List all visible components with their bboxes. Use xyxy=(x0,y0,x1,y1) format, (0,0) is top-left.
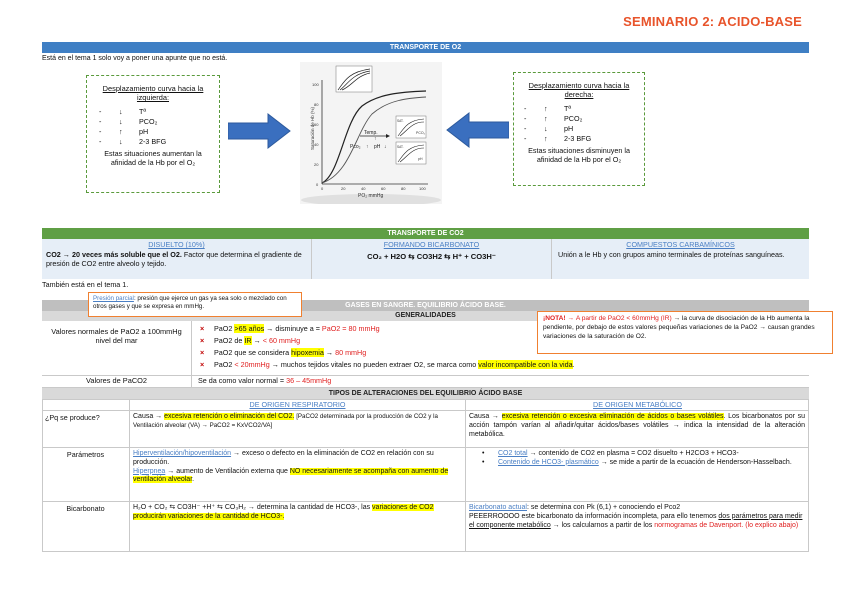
co2-col-bicarbonato xyxy=(312,239,552,279)
svg-text:SAT.: SAT. xyxy=(397,119,404,123)
nota-box: ¡NOTA! → A partir de PaO2 < 60mmHg (IR) → la curva de disociación de la Hb aumenta la pendiente, por debajo de estos valores pequeñas variaciones de la PaO2 → causan grandes variaciones de la saturación de O2. xyxy=(537,311,833,354)
row1-metabolico: Causa → excesiva retención o excesiva eliminación de ácidos o bases volátiles. Los bicarbonatos por su acción tampón varían al añadir/quitar ácidos/bases volátiles → indica la intensidad de la alteración metabólica. xyxy=(469,413,806,438)
left-shift-note: Estas situaciones aumentan la afinidad de la Hb por el O₂ xyxy=(104,148,202,167)
alteraciones-table xyxy=(42,399,809,552)
figure-temp-label: Temp. xyxy=(364,130,378,136)
svg-text:↓: ↓ xyxy=(384,144,387,150)
right-shift-item: - ↑ PCO₂ xyxy=(524,113,583,123)
figure-ph-label: pH xyxy=(374,144,381,150)
figure-xtick: 20 xyxy=(341,186,346,191)
respiratorio-heading: DE ORIGEN RESPIRATORIO xyxy=(249,400,346,409)
page-title: SEMINARIO 2: ACIDO-BASE xyxy=(623,14,802,29)
right-shift-note: Estas situaciones disminuyen la afinidad de la Hb por el O₂ xyxy=(528,145,630,164)
paco2-value: Se da como valor normal = 36 – 45mmHg xyxy=(198,376,332,385)
figure-xtick: 100 xyxy=(419,186,426,191)
row-label-parametros: Parámetros xyxy=(66,450,105,459)
co2-bicarbonato-heading: FORMANDO BICARBONATO xyxy=(383,240,480,249)
figure-xlabel: PO₂ mmHg xyxy=(358,193,384,199)
paco2-row xyxy=(42,375,809,388)
left-shift-item: - ↓ Tª xyxy=(99,106,147,116)
co2-bicarbonato-formula: CO₂ + H2O ⇆ CO3H2 ⇆ H⁺ + CO3H⁻ xyxy=(367,252,496,261)
figure-ytick: 100 xyxy=(312,82,319,87)
generalidades-band: GENERALIDADES xyxy=(42,311,809,321)
right-shift-box xyxy=(513,72,645,186)
right-shift-item: - ↑ Tª xyxy=(524,103,572,113)
pao2-item: × PaO2 de IR → < 60 mmHg xyxy=(200,336,301,345)
figure-xtick: 40 xyxy=(361,186,366,191)
hb-dissociation-figure xyxy=(300,62,442,204)
co2-carbaminicos-heading: COMPUESTOS CARBAMÍNICOS xyxy=(626,240,735,249)
row3-respiratorio: H₂O + CO₂ ⇆ CO3H⁻ +H⁺ ⇆ CO₃H₂ → determina la cantidad de HCO3-, las variaciones de CO2 producirán variaciones de la cantidad de HCO3-. xyxy=(133,504,434,520)
pao2-list xyxy=(200,324,575,372)
figure-xtick: 60 xyxy=(381,186,386,191)
section-band-gases: GASES EN SANGRE. EQUILIBRIO ÁCIDO BASE. xyxy=(42,300,809,311)
section-band-o2: TRANSPORTE DE O2 xyxy=(42,42,809,53)
row3-metabolico: Bicarbonato actual: se determina con Pk (6,1) + conociendo el Pco2 PEEERROOOO este bicarbonato da información incompleta, para ello tenemos dos parámetros para medir el componente metabólico → los calcularnos a partir de los normogramas de Davenport. (lo explico abajo) xyxy=(469,504,803,529)
figure-pco2-label: Pco₂ xyxy=(350,144,361,150)
metabolico-heading: DE ORIGEN METABÓLICO xyxy=(593,400,682,409)
svg-text:pH: pH xyxy=(418,157,423,161)
figure-xtick: 0 xyxy=(321,186,324,191)
pao2-label: Valores normales de PaO2 a 100mmHg nivel del mar xyxy=(42,321,192,375)
svg-text:PCO₂: PCO₂ xyxy=(416,131,425,135)
figure-ytick: 40 xyxy=(314,142,319,147)
row2-metabolico xyxy=(482,450,804,468)
figure-ytick: 80 xyxy=(314,102,319,107)
pao2-item: × PaO2 < 20mmHg → muchos tejidos vitales no pueden extraer O2, se marca como valor incompatible con la vida. xyxy=(200,360,575,369)
row1-respiratorio: Causa → excesiva retención o eliminación del CO2. [PaCO2 determinada por la producción de CO2 y la Ventilación alveolar (VA) → PaCO2 = KxVCO2/VA] xyxy=(133,413,438,429)
presion-parcial-note: Presión parcial: presión que ejerce un gas ya sea solo o mezclado con otros gases y que se expresa en mmHg. xyxy=(88,292,302,317)
row-label-pq: ¿Pq se produce? xyxy=(45,413,100,422)
left-shift-item: - ↓ 2-3 BFG xyxy=(99,136,167,146)
paco2-label: Valores de PaCO2 xyxy=(42,375,192,387)
row-label-bicarbonato: Bicarbonato xyxy=(66,504,105,513)
co2-disuelto-heading: DISUELTO (10%) xyxy=(148,240,205,249)
figure-xtick: 80 xyxy=(401,186,406,191)
pao2-item: × PaO2 que se considera hipoxemia → 80 mmHg xyxy=(200,348,367,357)
row2-respiratorio: Hiperventilación/hipoventilación → exceso o defecto en la eliminación de CO2 en relación con su producción. Hiperpnea → aumento de Ventilación externa que NO necesariamente se acompaña con aumento de ventilación alveolar. xyxy=(133,450,449,484)
figure-ytick: 0 xyxy=(316,182,319,187)
right-shift-heading: Desplazamiento curva hacia la derecha: xyxy=(528,81,630,100)
co2-col-carbaminicos: COMPUESTOS CARBAMÍNICOS Unión a le Hb y con grupos amino terminales de proteínas sanguíneas. xyxy=(552,239,809,279)
figure-ylabel: Saturación de Hb (%) xyxy=(310,106,315,150)
left-shift-item: - ↓ PCO₂ xyxy=(99,116,158,126)
svg-text:SAT.: SAT. xyxy=(397,145,404,149)
pao2-item: × PaO2 >65 años → disminuye a = PaO2 = 80 mmHg xyxy=(200,324,380,333)
svg-text:↑: ↑ xyxy=(374,136,377,142)
figure-ytick: 20 xyxy=(314,162,319,167)
right-arrow-icon xyxy=(228,112,292,150)
left-shift-heading: Desplazamiento curva hacia la izquierda: xyxy=(102,84,204,103)
metabolico-bullet: • CO2 total → contenido de CO2 en plasma = CO2 disuelto + H2CO3 + HCO3- xyxy=(482,450,739,457)
svg-text:↑: ↑ xyxy=(366,144,369,150)
right-shift-item: - ↑ 2-3 BFG xyxy=(524,133,592,143)
o2-intro-text: Está en el tema 1 solo voy a poner una apunte que no está. xyxy=(42,55,228,62)
co2-table xyxy=(42,239,809,279)
left-shift-box xyxy=(86,75,220,193)
figure-ytick: 60 xyxy=(314,122,319,127)
left-shift-list xyxy=(99,107,219,147)
co2-also-text: También está en el tema 1. xyxy=(42,280,129,289)
right-shift-item: - ↓ pH xyxy=(524,123,574,133)
section-band-co2: TRANSPORTE DE CO2 xyxy=(42,228,809,239)
left-arrow-icon xyxy=(445,111,509,149)
right-shift-list xyxy=(524,104,644,144)
metabolico-bullet: • Contenido de HCO3- plasmático → se mide a partir de la ecuación de Henderson-Hasselbach. xyxy=(482,458,792,466)
tipos-band: TIPOS DE ALTERACIONES DEL EQUILIBRIO ÁCIDO BASE xyxy=(42,388,809,399)
left-shift-item: - ↑ pH xyxy=(99,126,149,136)
co2-col-disuelto: DISUELTO (10%) CO2 → 20 veces más soluble que el O2. Factor que determina el gradiente de presión de CO2 entre alveolo y tejido. xyxy=(42,239,312,279)
